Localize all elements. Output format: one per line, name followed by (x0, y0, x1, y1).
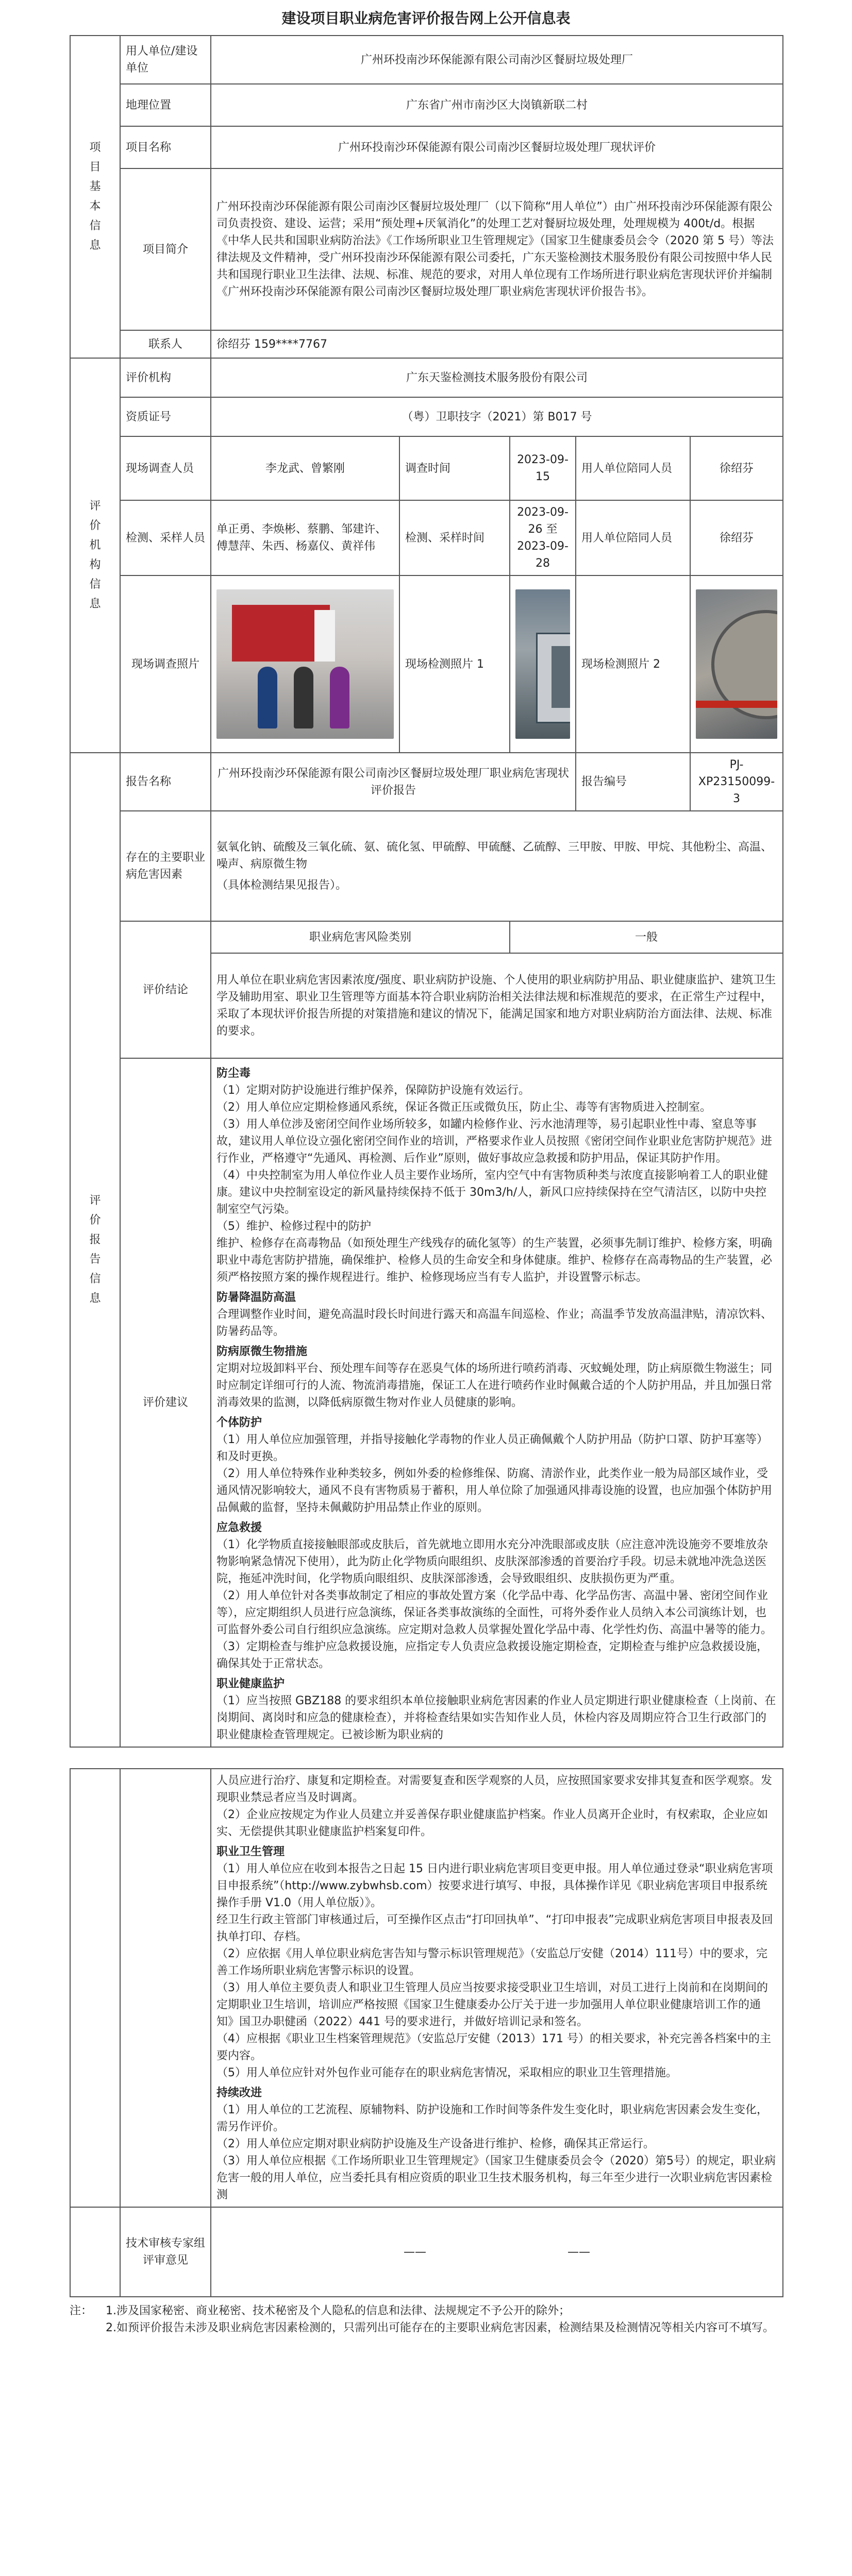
row-cert (70, 397, 783, 436)
advice-paragraph: （1）用人单位应加强管理，并指导接触化学毒物的作业人员正确佩戴个人防护用品（防护口罩、防护耳塞等）和及时更换。 (216, 1433, 769, 1463)
row-risk-class (70, 921, 783, 953)
conclusion-value: 用人单位在职业病危害因素浓度/强度、职业病防护设施、个人使用的职业病防护用品、职业健康监护、建筑卫生学及辅助用室、职业卫生管理等方面基本符合职业病防治相关法律法规和标准规范的要求，在正常生产过程中，采取了本现状评价报告所提的对策措施和建议的情况下，能满足国家和地方对职业病防治方面法律、法规、标准的要求。 (211, 953, 783, 1058)
review-category-cell (70, 2207, 120, 2297)
advice-section-heading: 防病原微生物措施 (216, 1345, 308, 1358)
disclosure-table-part1 (70, 35, 783, 1748)
survey-accomp-label: 用人单位陪同人员 (576, 436, 690, 500)
disclosure-table-part2 (70, 1768, 783, 2297)
org-value: 广东天鉴检测技术服务股份有限公司 (211, 358, 783, 397)
hazards-label: 存在的主要职业病危害因素 (120, 811, 211, 921)
photo-sampling2-cell (690, 575, 783, 753)
row-overview (70, 168, 783, 330)
employer-label: 用人单位/建设单位 (120, 36, 211, 84)
row-hazards (70, 811, 783, 921)
advice-paragraph: 维护、检修存在高毒物品（如预处理生产线残存的硫化氢等）的生产装置，必须事先制订维护、检修方案，明确职业中毒危害防护措施，确保维护、检修人员的生命安全和身体健康。维护、检修存在高毒物品的生产装置，必须严格按照方案的操作规程进行。维护、检修现场应当有专人监护，并设置警示标志。 (216, 1237, 773, 1284)
row-advice (70, 1058, 783, 1747)
category-report: 评价报告信息 (70, 753, 120, 1747)
photo-sampling2-label: 现场检测照片 2 (576, 575, 690, 753)
report-no-label: 报告编号 (576, 753, 690, 811)
row-photos (70, 575, 783, 753)
footnote-item-2: 2.如预评价报告未涉及职业病危害因素检测的，只需列出可能存在的主要职业病危害因素，检测结果及检测情况等相关内容可不填写。 (106, 2321, 774, 2334)
advice-content-part1 (211, 1058, 783, 1747)
footnote-item-1: 1.涉及国家秘密、商业秘密、技术秘密及个人隐私的信息和法律、法规规定不予公开的除外； (106, 2304, 570, 2317)
advice-paragraph: （1）化学物质直接接触眼部或皮肤后，首先就地立即用水充分冲洗眼部或皮肤（应注意冲洗设施旁不要堆放杂物影响紧急情况下使用），此为防止化学物质向眼组织、皮肤深部渗透的首要治疗手段。切忌未就地冲洗急送医院，拖延冲洗时间，化学物质向眼组织、皮肤深部渗透，会导致眼组织、皮肤损伤更为严重。 (216, 1538, 769, 1585)
photo-rail-shape (696, 701, 777, 708)
photo-sign-shape (314, 610, 335, 662)
advice-cont-label-cell (120, 1769, 211, 2207)
photo-person-shape (330, 667, 349, 728)
advice-section-heading: 个体防护 (216, 1416, 262, 1429)
advice-paragraph: （2）用人单位应定期对职业病防护设施及生产设备进行维护、检修，确保其正常运行。 (216, 2138, 655, 2150)
sampling-staff-value: 单正勇、李焕彬、蔡鹏、邹建许、傅慧萍、朱西、杨嘉仪、黄祥伟 (211, 500, 399, 575)
row-review (70, 2207, 783, 2297)
report-name-value: 广州环投南沙环保能源有限公司南沙区餐厨垃圾处理厂职业病危害现状评价报告 (211, 753, 576, 811)
sampling-photo-1 (515, 589, 570, 739)
hazards-value: 氨氧化钠、硫酸及三氧化硫、氨、硫化氢、甲硫醇、甲硫醚、乙硫醇、三甲胺、甲胺、甲烷、其他粉尘、高温、噪声、病原微生物 (216, 840, 773, 871)
advice-paragraph: （5）维护、检修过程中的防护 (216, 1220, 371, 1233)
conclusion-label: 评价结论 (120, 921, 211, 1058)
survey-time-value: 2023-09-15 (510, 436, 576, 500)
category-basic: 项目基本信息 (70, 36, 120, 358)
advice-paragraph: （3）用人单位涉及密闭空间作业场所较多，如罐内检修作业、污水池清理等，易引起职业性中毒、窒息等事故，建议用人单位设立强化密闭空间作业的培训，严格要求作业人员按照《密闭空间作业职业危害防护规范》进行作业，严格遵守“先通风、再检测、后作业”原则，做好事故应急救援和防护用品，保证其防护作用。 (216, 1118, 773, 1165)
row-location (70, 84, 783, 126)
overview-label: 项目简介 (120, 168, 211, 330)
contact-value: 徐绍芬 159****7767 (211, 330, 783, 358)
photo-machine-shape (552, 646, 570, 708)
advice-paragraph: （5）用人单位应针对外包作业可能存在的职业病危害情况，采取相应的职业卫生管理措施。 (216, 2066, 678, 2079)
advice-paragraph: （4）中央控制室为用人单位作业人员主要作业场所，室内空气中有害物质种类与浓度直接影响着工人的职业健康。建议中央控制室设定的新风量持续保持不低于 30m3/h/人，新风口应持续保持在空气清洁区，以防中央控制室空气污染。 (216, 1169, 769, 1216)
row-sampling (70, 500, 783, 575)
overview-value: 广州环投南沙环保能源有限公司南沙区餐厨垃圾处理厂（以下简称“用人单位”）由广州环投南沙环保能源有限公司负责投资、建设、运营；采用“预处理+厌氧消化”的处理工艺对餐厨垃圾处理，处理规模为 400t/d。根据《中华人民共和国职业病防治法》《工作场所职业卫生管理规定》（国家卫生健康委员会令（2020 第 5 号）等法律法规及文件精神，受广州环投南沙环保能源有限公司委托，广东天鉴检测技术服务股份有限公司按照中华人民共和国现行职业卫生法律、法规、标准、规范的要求，对用人单位现有工作场所进行职业病危害现状评价并编制《广州环投南沙环保能源有限公司南沙区餐厨垃圾处理厂职业病危害现状评价报告书》。 (211, 168, 783, 330)
footnote-label: 注： (70, 2304, 93, 2317)
cert-label: 资质证号 (120, 397, 211, 436)
sampling-accomp-label: 用人单位陪同人员 (576, 500, 690, 575)
advice-paragraph: （3）用人单位应根据《工作场所职业卫生管理规定》（国家卫生健康委员会令（2020）第5号）的规定，职业病危害一般的用人单位，应当委托具有相应资质的职业卫生技术服务机构，每三年至少进行一次职业病危害因素检测 (216, 2155, 776, 2201)
photo-survey-cell (211, 575, 399, 753)
advice-section-heading: 职业健康监护 (216, 1677, 285, 1690)
advice-section-heading: 防尘毒 (216, 1067, 251, 1080)
photo-person-shape (294, 667, 313, 728)
location-label: 地理位置 (120, 84, 211, 126)
project-name-label: 项目名称 (120, 126, 211, 168)
photo-survey-label: 现场调查照片 (120, 575, 211, 753)
advice-section-heading: 持续改进 (216, 2087, 262, 2099)
row-org (70, 358, 783, 397)
advice-paragraph: 经卫生行政主管部门审核通过后，可至操作区点击“打印回执单”、“打印申报表”完成职业病危害项目申报表及回执单打印、存档。 (216, 1913, 773, 1943)
hazards-note: （具体检测结果见报告）。 (216, 878, 347, 892)
photo-sampling1-cell (510, 575, 576, 753)
risk-class-value: 一般 (510, 921, 783, 953)
row-contact (70, 330, 783, 358)
contact-label: 联系人 (120, 330, 211, 358)
advice-paragraph: （3）用人单位主要负责人和职业卫生管理人员应当按要求接受职业卫生培训，对员工进行上岗前和在岗期间的定期职业卫生培训，培训应严格按照《国家卫生健康委办公厅关于进一步加强用人单位职业健康培训工作的通知》国卫办职健函（2022）441 号的要求进行，并做好培训记录和签名。 (216, 1981, 769, 2028)
photo-person-shape (258, 667, 277, 728)
hazards-cell (211, 811, 783, 921)
advice-section-heading: 职业卫生管理 (216, 1845, 285, 1858)
review-value-2: —— (567, 2245, 590, 2259)
advice-content-part2 (211, 1769, 783, 2207)
row-survey (70, 436, 783, 500)
sampling-staff-label: 检测、采样人员 (120, 500, 211, 575)
advice-section-heading: 防暑降温防高温 (216, 1291, 296, 1304)
advice-paragraph: 人员应进行治疗、康复和定期检查。对需要复查和医学观察的人员，应按照国家要求安排其复查和医学观察。发现职业禁忌者应当及时调离。 (216, 1774, 773, 1804)
advice-paragraph: （2）企业应按规定为作业人员建立并妥善保存职业健康监护档案。作业人员离开企业时，有权索取，企业应如实、无偿提供其职业健康监护档案复印件。 (216, 1808, 769, 1838)
sampling-photo-2 (696, 589, 777, 739)
advice-paragraph: （1）用人单位的工艺流程、原辅物料、防护设施和工作时间等条件发生变化时，职业病危害因素会发生变化，需另作评价。 (216, 2104, 769, 2133)
advice-paragraph: 定期对垃圾卸料平台、预处理车间等存在恶臭气体的场所进行喷药消毒、灭蚊蝇处理，防止病原微生物滋生；同时应制定详细可行的人流、物流消毒措施，保证工人在进行喷药作业时佩戴合适的个人防护用品，并且加强日常消毒效果的监测，以降低病原微生物对作业人员健康的影响。 (216, 1362, 773, 1409)
advice-cont-category-cell (70, 1769, 120, 2207)
survey-photo (216, 589, 394, 739)
review-value: —— (404, 2245, 426, 2259)
advice-paragraph: 合理调整作业时间，避免高温时段长时间进行露天和高温车间巡检、作业；高温季节发放高温津贴，清凉饮料、防暑药品等。 (216, 1308, 773, 1338)
row-employer (70, 36, 783, 84)
review-value-cell (211, 2207, 783, 2297)
advice-paragraph: （1）用人单位应在收到本报告之日起 15 日内进行职业病危害项目变更申报。用人单位通过登录“职业病危害项目申报系统”（http://www.zybwhsb.com）按要求进行填写、申报，具体操作详见《职业病危害项目申报系统操作手册 V1.0（用人单位版）》。 (216, 1862, 773, 1909)
document-title: 建设项目职业病危害评价报告网上公开信息表 (281, 10, 571, 27)
org-label: 评价机构 (120, 358, 211, 397)
report-name-label: 报告名称 (120, 753, 211, 811)
row-advice-continued (70, 1769, 783, 2207)
advice-paragraph: （2）用人单位针对各类事故制定了相应的事故处置方案（化学品中毒、化学品伤害、高温中暑、密闭空间作业等），应定期组织人员进行应急演练，保证各类事故演练的全面性，可将外委作业人员纳入本公司演练计划，也可监督外委公司自行组织应急演练。应定期对急救人员掌握处置化学品中毒、化学性灼伤、高温中暑等的能力。 (216, 1589, 773, 1636)
advice-paragraph: （2）用人单位应定期检修通风系统，保证各微正压或微负压，防止尘、毒等有害物质进入控制室。 (216, 1101, 712, 1114)
sampling-time-value: 2023-09-26 至 2023-09-28 (510, 500, 576, 575)
footnote (70, 2302, 782, 2336)
sampling-accomp-value: 徐绍芬 (690, 500, 783, 575)
employer-value: 广州环投南沙环保能源有限公司南沙区餐厨垃圾处理厂 (211, 36, 783, 84)
survey-accomp-value: 徐绍芬 (690, 436, 783, 500)
advice-paragraph: （1）定期对防护设施进行维护保养，保障防护设施有效运行。 (216, 1084, 530, 1097)
advice-section-heading: 应急救援 (216, 1521, 262, 1534)
report-no-value: PJ-XP23150099-3 (690, 753, 783, 811)
advice-paragraph: （2）用人单位特殊作业种类较多，例如外委的检修维保、防腐、清淤作业，此类作业一般为局部区域作业，受通风情况影响较大，通风不良有害物质易于蓄积，用人单位除了加强通风排毒设施的设置，也应加强个体防护用品佩戴的监督，坚持未佩戴防护用品禁止作业的原则。 (216, 1467, 773, 1514)
advice-paragraph: （3）定期检查与维护应急救援设施，应指定专人负责应急救援设施定期检查，定期检查与维护应急救援设施，确保其处于正常状态。 (216, 1640, 769, 1670)
row-report-name (70, 753, 783, 811)
photo-sampling1-label: 现场检测照片 1 (399, 575, 510, 753)
location-value: 广东省广州市南沙区大岗镇新联二村 (211, 84, 783, 126)
project-name-value: 广州环投南沙环保能源有限公司南沙区餐厨垃圾处理厂现状评价 (211, 126, 783, 168)
review-label: 技术审核专家组评审意见 (120, 2207, 211, 2297)
advice-paragraph: （4）应根据《职业卫生档案管理规范》（安监总厅安健（2013）171 号）的相关要求，补充完善各档案中的主要内容。 (216, 2032, 771, 2062)
advice-paragraph: （1）应当按照 GBZ188 的要求组织本单位接触职业病危害因素的作业人员定期进行职业健康检查（上岗前、在岗期间、离岗时和应急的健康检查），并将检查结果如实告知作业人员，休检内容及周期应符合卫生行政部门的职业健康检查管理规定。已被诊断为职业病的 (216, 1694, 776, 1741)
row-project-name (70, 126, 783, 168)
cert-value: （粤）卫职技字（2021）第 B017 号 (211, 397, 783, 436)
survey-staff-value: 李龙武、曾繁刚 (211, 436, 399, 500)
sampling-time-label: 检测、采样时间 (399, 500, 510, 575)
survey-staff-label: 现场调查人员 (120, 436, 211, 500)
survey-time-label: 调查时间 (399, 436, 510, 500)
advice-paragraph: （2）应依据《用人单位职业病危害告知与警示标识管理规范》（安监总厅安健（2014）111号）中的要求，完善工作场所职业病危害警示标识的设置。 (216, 1947, 767, 1977)
risk-class-label: 职业病危害风险类别 (211, 921, 510, 953)
advice-label: 评价建议 (120, 1058, 211, 1747)
category-institution: 评价机构信息 (70, 358, 120, 753)
